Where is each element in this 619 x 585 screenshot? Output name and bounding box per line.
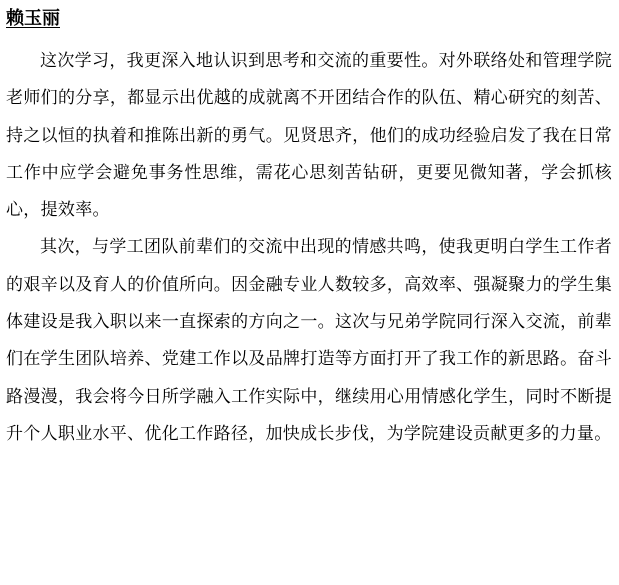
author-name: 赖玉丽 [6, 8, 60, 29]
paragraph-2: 其次，与学工团队前辈们的交流中出现的情感共鸣，使我更明白学生工作者的艰辛以及育人的价值所向。因金融专业人数较多，高效率、强凝聚力的学生集体建设是我入职以来一直探索的方向之一。这次与兄弟学院同行深入交流，前辈们在学生团队培养、党建工作以及品牌打造等方面打开了我工作的新思路。奋斗路漫漫，我会将今日所学融入工作实际中，继续用心用情感化学生，同时不断提升个人职业水平、优化工作路径，加快成长步伐，为学院建设贡献更多的力量。 [6, 237, 612, 444]
document-body [6, 6, 612, 453]
paragraph-1: 这次学习，我更深入地认识到思考和交流的重要性。对外联络处和管理学院老师们的分享，都显示出优越的成就离不开团结合作的队伍、精心研究的刻苦、持之以恒的执着和推陈出新的勇气。见贤思齐，他们的成功经验启发了我在日常工作中应学会避免事务性思维，需花心思刻苦钻研，更要见微知著，学会抓核心，提效率。 [6, 51, 612, 221]
